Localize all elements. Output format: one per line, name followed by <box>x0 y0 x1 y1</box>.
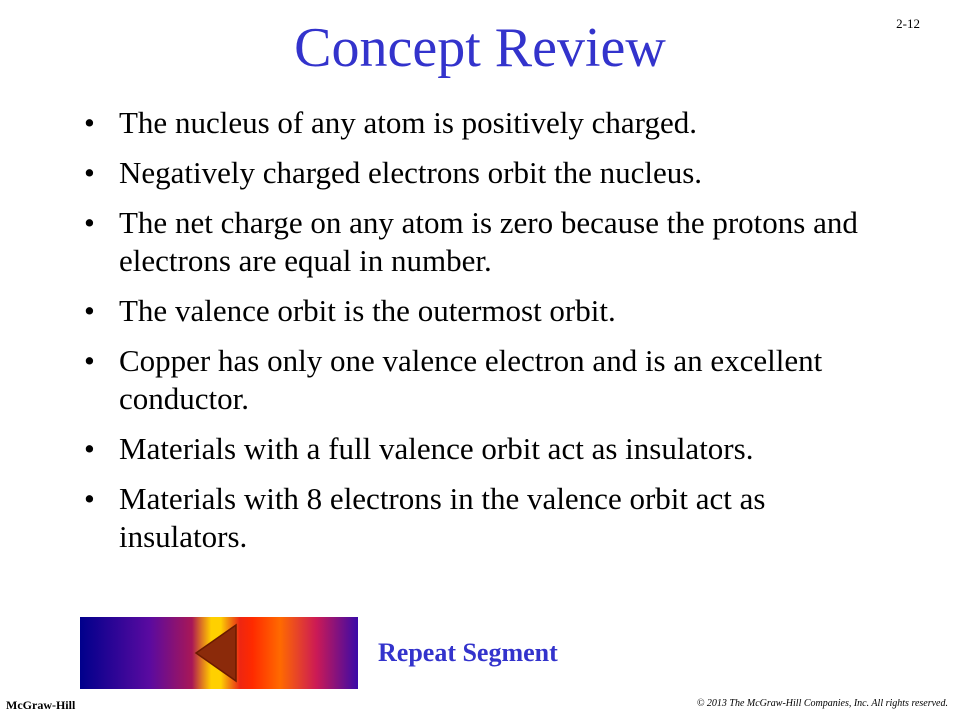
bullet-dot: • <box>84 105 95 140</box>
copyright-notice: © 2013 The McGraw-Hill Companies, Inc. All rights reserved. <box>696 698 948 709</box>
slide-title: Concept Review <box>294 17 666 79</box>
bullet-list <box>84 104 864 568</box>
bullet-item <box>84 430 864 468</box>
bullet-text: Copper has only one valence electron and is an excellent conductor. <box>119 343 823 416</box>
bullet-item <box>84 292 864 330</box>
bullet-dot: • <box>84 205 95 240</box>
bullet-dot: • <box>84 155 95 190</box>
bullet-text: Materials with a full valence orbit act as insulators. <box>119 431 754 466</box>
back-arrow-icon <box>194 623 238 683</box>
bullet-dot: • <box>84 431 95 466</box>
bullet-text: The net charge on any atom is zero because the protons and electrons are equal in number. <box>119 205 858 278</box>
bullet-item <box>84 204 864 280</box>
bullet-text: Materials with 8 electrons in the valence orbit act as insulators. <box>119 481 766 554</box>
repeat-segment-button[interactable] <box>80 617 358 689</box>
publisher-name: McGraw-Hill <box>6 698 76 712</box>
bullet-item <box>84 104 864 142</box>
slide-number: 2-12 <box>896 16 920 31</box>
bullet-dot: • <box>84 481 95 516</box>
repeat-segment-label[interactable]: Repeat Segment <box>378 638 558 667</box>
bullet-dot: • <box>84 343 95 378</box>
bullet-dot: • <box>84 293 95 328</box>
bullet-text: Negatively charged electrons orbit the nucleus. <box>119 155 703 190</box>
bullet-item <box>84 154 864 192</box>
bullet-item <box>84 342 864 418</box>
bullet-text: The valence orbit is the outermost orbit. <box>119 293 616 328</box>
bullet-text: The nucleus of any atom is positively charged. <box>119 105 697 140</box>
bullet-item <box>84 480 864 556</box>
